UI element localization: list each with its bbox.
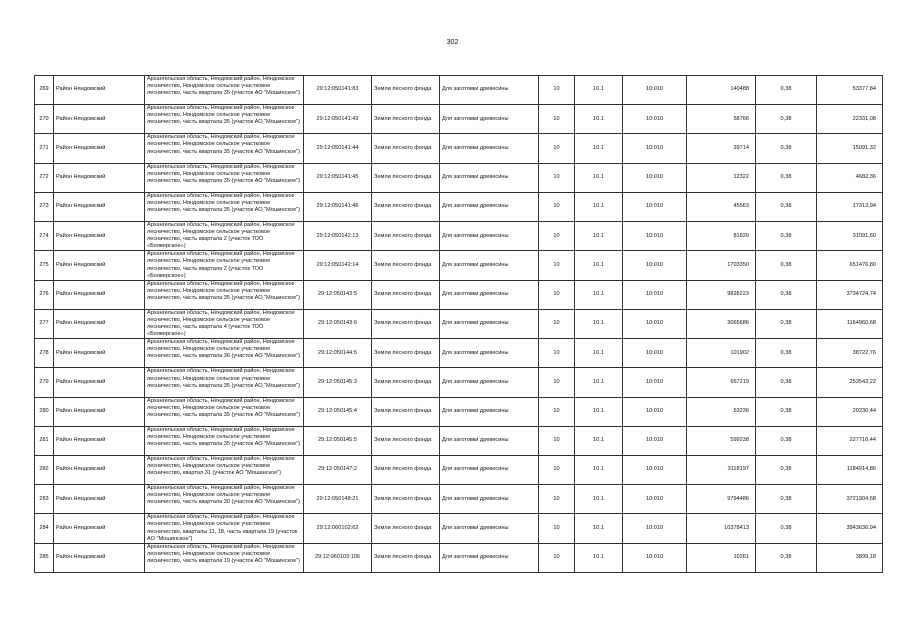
permitted-use-cell: Для заготовки древесины <box>440 105 539 134</box>
district-cell: Район Няндомский <box>54 339 145 368</box>
code-a-cell: 10 <box>539 280 575 309</box>
row-number: 279 <box>35 368 54 397</box>
table-row <box>35 426 883 455</box>
land-category-cell: Земли лесного фонда <box>372 456 440 485</box>
rate-cell: 0,38 <box>756 221 817 250</box>
area-cell: 599238 <box>687 426 756 455</box>
district-cell: Район Няндомский <box>54 485 145 514</box>
row-number: 269 <box>35 76 54 105</box>
district-cell: Район Няндомский <box>54 543 145 572</box>
area-cell: 10261 <box>687 543 756 572</box>
cadastral-number-cell: 29:12:050147:2 <box>304 456 372 485</box>
code-a-cell: 10 <box>539 309 575 338</box>
code-c-cell: 10:010 <box>623 339 687 368</box>
permitted-use-cell: Для заготовки древесины <box>440 426 539 455</box>
table-row <box>35 543 883 572</box>
permitted-use-cell: Для заготовки древесины <box>440 456 539 485</box>
table-row <box>35 397 883 426</box>
rate-cell: 0,38 <box>756 192 817 221</box>
permitted-use-cell: Для заготовки древесины <box>440 76 539 105</box>
district-cell: Район Няндомский <box>54 368 145 397</box>
rate-cell: 0,38 <box>756 134 817 163</box>
amount-cell: 1184914,86 <box>817 456 883 485</box>
code-b-cell: 10.1 <box>575 543 623 572</box>
district-cell: Район Няндомский <box>54 456 145 485</box>
code-a-cell: 10 <box>539 426 575 455</box>
code-a-cell: 10 <box>539 134 575 163</box>
code-c-cell: 10:010 <box>623 309 687 338</box>
cadastral-number-cell: 29:12:050145:5 <box>304 426 372 455</box>
address-cell: Архангельская область, Няндомский район, Няндомское лесничество, Няндомское сельское участковое лесничество, часть квартала 2 (участок ТОО «Бояверское») <box>145 251 304 280</box>
code-b-cell: 10.1 <box>575 76 623 105</box>
land-category-cell: Земли лесного фонда <box>372 397 440 426</box>
land-category-cell: Земли лесного фонда <box>372 163 440 192</box>
page-number: 302 <box>446 39 459 46</box>
address-cell: Архангельская область, Няндомский район, Няндомское лесничество, Няндомское сельское участковое лесничество, кварталы 11, 18, часть квартала 19 (участок АО "Мошинское") <box>145 514 304 543</box>
permitted-use-cell: Для заготовки древесины <box>440 368 539 397</box>
permitted-use-cell: Для заготовки древесины <box>440 397 539 426</box>
code-c-cell: 10:010 <box>623 514 687 543</box>
code-a-cell: 10 <box>539 163 575 192</box>
rate-cell: 0,38 <box>756 456 817 485</box>
land-category-cell: Земли лесного фонда <box>372 221 440 250</box>
permitted-use-cell: Для заготовки древесины <box>440 514 539 543</box>
table-row <box>35 280 883 309</box>
area-cell: 1703350 <box>687 251 756 280</box>
amount-cell: 3899,18 <box>817 543 883 572</box>
code-b-cell: 10.1 <box>575 280 623 309</box>
code-a-cell: 10 <box>539 105 575 134</box>
cadastral-number-cell: 29:12:060102:62 <box>304 514 372 543</box>
address-cell: Архангельская область, Няндомский район, Няндомское лесничество, Няндомское сельское участковое лесничество, часть квартала 19 (участок АО "Мошинское") <box>145 543 304 572</box>
code-c-cell: 10:010 <box>623 163 687 192</box>
area-cell: 10378413 <box>687 514 756 543</box>
code-b-cell: 10.1 <box>575 163 623 192</box>
code-a-cell: 10 <box>539 251 575 280</box>
code-c-cell: 10:010 <box>623 485 687 514</box>
row-number: 276 <box>35 280 54 309</box>
area-cell: 39714 <box>687 134 756 163</box>
address-cell: Архангельская область, Няндомский район, Няндомское лесничество, Няндомское сельское участковое лесничество, часть квартала 35 (участок АО "Мошинское") <box>145 426 304 455</box>
rate-cell: 0,38 <box>756 368 817 397</box>
address-cell: Архангельская область, Няндомский район, Няндомское лесничество, Няндомское сельское участковое лесничество, часть квартала 2 (участок ТОО «Бояверское») <box>145 221 304 250</box>
land-category-cell: Земли лесного фонда <box>372 192 440 221</box>
code-b-cell: 10.1 <box>575 485 623 514</box>
amount-cell: 22331,08 <box>817 105 883 134</box>
address-cell: Архангельская область, Няндомский район, Няндомское лесничество, Няндомское сельское участковое лесничество, часть квартала 35 (участок АО "Мошинское") <box>145 76 304 105</box>
land-plots-table <box>34 75 883 573</box>
district-cell: Район Няндомский <box>54 251 145 280</box>
district-cell: Район Няндомский <box>54 105 145 134</box>
cadastral-number-cell: 29:12:050143:5 <box>304 280 372 309</box>
code-a-cell: 10 <box>539 339 575 368</box>
row-number: 281 <box>35 426 54 455</box>
table-body <box>35 76 883 573</box>
address-cell: Архангельская область, Няндомский район, Няндомское лесничество, Няндомское сельское участковое лесничество, часть квартала 35 (участок АО "Мошинское") <box>145 192 304 221</box>
row-number: 273 <box>35 192 54 221</box>
permitted-use-cell: Для заготовки древесины <box>440 280 539 309</box>
permitted-use-cell: Для заготовки древесины <box>440 134 539 163</box>
code-c-cell: 10:010 <box>623 105 687 134</box>
address-cell: Архангельская область, Няндомский район, Няндомское лесничество, Няндомское сельское участковое лесничество, часть квартала 35 (участок АО "Мошинское") <box>145 280 304 309</box>
rate-cell: 0,38 <box>756 163 817 192</box>
rate-cell: 0,38 <box>756 543 817 572</box>
table-row <box>35 163 883 192</box>
code-c-cell: 10:010 <box>623 221 687 250</box>
amount-cell: 15091,32 <box>817 134 883 163</box>
address-cell: Архангельская область, Няндомский район, Няндомское лесничество, Няндомское сельское участковое лесничество, часть квартала 35 (участок АО "Мошинское") <box>145 105 304 134</box>
area-cell: 101902 <box>687 339 756 368</box>
code-a-cell: 10 <box>539 397 575 426</box>
cadastral-number-cell: 29:12:050148:21 <box>304 485 372 514</box>
code-a-cell: 10 <box>539 456 575 485</box>
permitted-use-cell: Для заготовки древесины <box>440 251 539 280</box>
row-number: 282 <box>35 456 54 485</box>
address-cell: Архангельская область, Няндомский район, Няндомское лесничество, Няндомское сельское участковое лесничество, часть квартала 35 (участок АО "Мошинское") <box>145 134 304 163</box>
permitted-use-cell: Для заготовки древесины <box>440 309 539 338</box>
code-b-cell: 10.1 <box>575 192 623 221</box>
area-cell: 53236 <box>687 397 756 426</box>
row-number: 270 <box>35 105 54 134</box>
row-number: 271 <box>35 134 54 163</box>
code-b-cell: 10.1 <box>575 456 623 485</box>
row-number: 277 <box>35 309 54 338</box>
amount-cell: 253543,22 <box>817 368 883 397</box>
code-b-cell: 10.1 <box>575 221 623 250</box>
permitted-use-cell: Для заготовки древесины <box>440 485 539 514</box>
rate-cell: 0,38 <box>756 397 817 426</box>
land-category-cell: Земли лесного фонда <box>372 514 440 543</box>
land-category-cell: Земли лесного фонда <box>372 485 440 514</box>
table-row <box>35 251 883 280</box>
address-cell: Архангельская область, Няндомский район, Няндомское лесничество, Няндомское сельское участковое лесничество, квартал 31 (участок АО "Мошинское") <box>145 456 304 485</box>
table-row <box>35 221 883 250</box>
code-a-cell: 10 <box>539 485 575 514</box>
code-c-cell: 10:010 <box>623 192 687 221</box>
cadastral-number-cell: 29:12:050141:45 <box>304 163 372 192</box>
row-number: 272 <box>35 163 54 192</box>
code-a-cell: 10 <box>539 76 575 105</box>
code-b-cell: 10.1 <box>575 251 623 280</box>
code-b-cell: 10.1 <box>575 134 623 163</box>
code-c-cell: 10:010 <box>623 456 687 485</box>
code-b-cell: 10.1 <box>575 368 623 397</box>
code-c-cell: 10:010 <box>623 134 687 163</box>
amount-cell: 31091,60 <box>817 221 883 250</box>
rate-cell: 0,38 <box>756 76 817 105</box>
code-c-cell: 10:010 <box>623 76 687 105</box>
amount-cell: 17313,94 <box>817 192 883 221</box>
table-row <box>35 485 883 514</box>
land-category-cell: Земли лесного фонда <box>372 309 440 338</box>
code-c-cell: 10:010 <box>623 280 687 309</box>
row-number: 285 <box>35 543 54 572</box>
district-cell: Район Няндомский <box>54 163 145 192</box>
code-a-cell: 10 <box>539 543 575 572</box>
address-cell: Архангельская область, Няндомский район, Няндомское лесничество, Няндомское сельское участковое лесничество, часть квартала 36 (участок АО "Мошинское") <box>145 339 304 368</box>
area-cell: 81820 <box>687 221 756 250</box>
land-category-cell: Земли лесного фонда <box>372 76 440 105</box>
code-b-cell: 10.1 <box>575 339 623 368</box>
district-cell: Район Няндомский <box>54 397 145 426</box>
row-number: 275 <box>35 251 54 280</box>
cadastral-number-cell: 29:12:050142:13 <box>304 221 372 250</box>
amount-cell: 4682,36 <box>817 163 883 192</box>
code-c-cell: 10:010 <box>623 543 687 572</box>
amount-cell: 651476,80 <box>817 251 883 280</box>
land-category-cell: Земли лесного фонда <box>372 339 440 368</box>
code-a-cell: 10 <box>539 192 575 221</box>
table-row <box>35 368 883 397</box>
cadastral-number-cell: 29:12:050141:46 <box>304 192 372 221</box>
code-b-cell: 10.1 <box>575 397 623 426</box>
district-cell: Район Няндомский <box>54 76 145 105</box>
district-cell: Район Няндомский <box>54 280 145 309</box>
rate-cell: 0,38 <box>756 485 817 514</box>
area-cell: 667219 <box>687 368 756 397</box>
area-cell: 58766 <box>687 105 756 134</box>
area-cell: 3065686 <box>687 309 756 338</box>
address-cell: Архангельская область, Няндомский район, Няндомское лесничество, Няндомское сельское участковое лесничество, часть квартала 4 (участок ТОО «Бояверское») <box>145 309 304 338</box>
rate-cell: 0,38 <box>756 280 817 309</box>
cadastral-number-cell: 29:12:050141:83 <box>304 76 372 105</box>
district-cell: Район Няндомский <box>54 192 145 221</box>
table-row <box>35 192 883 221</box>
district-cell: Район Няндомский <box>54 514 145 543</box>
code-c-cell: 10:010 <box>623 397 687 426</box>
table-row <box>35 76 883 105</box>
code-c-cell: 10:010 <box>623 426 687 455</box>
cadastral-number-cell: 29:12:050145:3 <box>304 368 372 397</box>
land-category-cell: Земли лесного фонда <box>372 368 440 397</box>
amount-cell: 3943636,94 <box>817 514 883 543</box>
cadastral-number-cell: 29:12:050142:14 <box>304 251 372 280</box>
amount-cell: 38722,76 <box>817 339 883 368</box>
rate-cell: 0,38 <box>756 105 817 134</box>
area-cell: 9794486 <box>687 485 756 514</box>
table-row <box>35 339 883 368</box>
table-row <box>35 134 883 163</box>
address-cell: Архангельская область, Няндомский район, Няндомское лесничество, Няндомское сельское участковое лесничество, часть квартала 35 (участок АО "Мошинское") <box>145 397 304 426</box>
permitted-use-cell: Для заготовки древесины <box>440 543 539 572</box>
amount-cell: 227710,44 <box>817 426 883 455</box>
code-b-cell: 10.1 <box>575 426 623 455</box>
amount-cell: 3721904,68 <box>817 485 883 514</box>
row-number: 278 <box>35 339 54 368</box>
rate-cell: 0,38 <box>756 514 817 543</box>
cadastral-number-cell: 29:12:050144:5 <box>304 339 372 368</box>
table-row <box>35 309 883 338</box>
land-category-cell: Земли лесного фонда <box>372 105 440 134</box>
address-cell: Архангельская область, Няндомский район, Няндомское лесничество, Няндомское сельское участковое лесничество, часть квартала 30 (участок АО "Мошинское") <box>145 485 304 514</box>
area-cell: 12322 <box>687 163 756 192</box>
rate-cell: 0,38 <box>756 309 817 338</box>
cadastral-number-cell: 29:12:050145:4 <box>304 397 372 426</box>
code-b-cell: 10.1 <box>575 309 623 338</box>
row-number: 280 <box>35 397 54 426</box>
rate-cell: 0,38 <box>756 251 817 280</box>
permitted-use-cell: Для заготовки древесины <box>440 339 539 368</box>
cadastral-number-cell: 29:12:050141:44 <box>304 134 372 163</box>
district-cell: Район Няндомский <box>54 221 145 250</box>
area-cell: 3118197 <box>687 456 756 485</box>
code-c-cell: 10:010 <box>623 368 687 397</box>
district-cell: Район Няндомский <box>54 309 145 338</box>
address-cell: Архангельская область, Няндомский район, Няндомское лесничество, Няндомское сельское участковое лесничество, часть квартала 35 (участок АО "Мошинское") <box>145 368 304 397</box>
district-cell: Район Няндомский <box>54 134 145 163</box>
permitted-use-cell: Для заготовки древесины <box>440 221 539 250</box>
row-number: 274 <box>35 221 54 250</box>
rate-cell: 0,38 <box>756 426 817 455</box>
permitted-use-cell: Для заготовки древесины <box>440 192 539 221</box>
rate-cell: 0,38 <box>756 339 817 368</box>
code-a-cell: 10 <box>539 368 575 397</box>
code-a-cell: 10 <box>539 221 575 250</box>
amount-cell: 3734724,74 <box>817 280 883 309</box>
table-row <box>35 514 883 543</box>
row-number: 284 <box>35 514 54 543</box>
code-b-cell: 10.1 <box>575 105 623 134</box>
code-b-cell: 10.1 <box>575 514 623 543</box>
code-a-cell: 10 <box>539 514 575 543</box>
area-cell: 45563 <box>687 192 756 221</box>
area-cell: 140488 <box>687 76 756 105</box>
amount-cell: 1164960,68 <box>817 309 883 338</box>
area-cell: 9828223 <box>687 280 756 309</box>
row-number: 283 <box>35 485 54 514</box>
land-category-cell: Земли лесного фонда <box>372 426 440 455</box>
amount-cell: 53377,84 <box>817 76 883 105</box>
amount-cell: 20230,44 <box>817 397 883 426</box>
land-category-cell: Земли лесного фонда <box>372 543 440 572</box>
cadastral-number-cell: 29:12:060103:106 <box>304 543 372 572</box>
cadastral-number-cell: 29:12:050143:6 <box>304 309 372 338</box>
permitted-use-cell: Для заготовки древесины <box>440 163 539 192</box>
land-category-cell: Земли лесного фонда <box>372 280 440 309</box>
district-cell: Район Няндомский <box>54 426 145 455</box>
code-c-cell: 10:010 <box>623 251 687 280</box>
table-row <box>35 105 883 134</box>
table-row <box>35 456 883 485</box>
address-cell: Архангельская область, Няндомский район, Няндомское лесничество, Няндомское сельское участковое лесничество, часть квартала 35 (участок АО "Мошинское") <box>145 163 304 192</box>
cadastral-number-cell: 29:12:050141:43 <box>304 105 372 134</box>
land-category-cell: Земли лесного фонда <box>372 251 440 280</box>
land-category-cell: Земли лесного фонда <box>372 134 440 163</box>
